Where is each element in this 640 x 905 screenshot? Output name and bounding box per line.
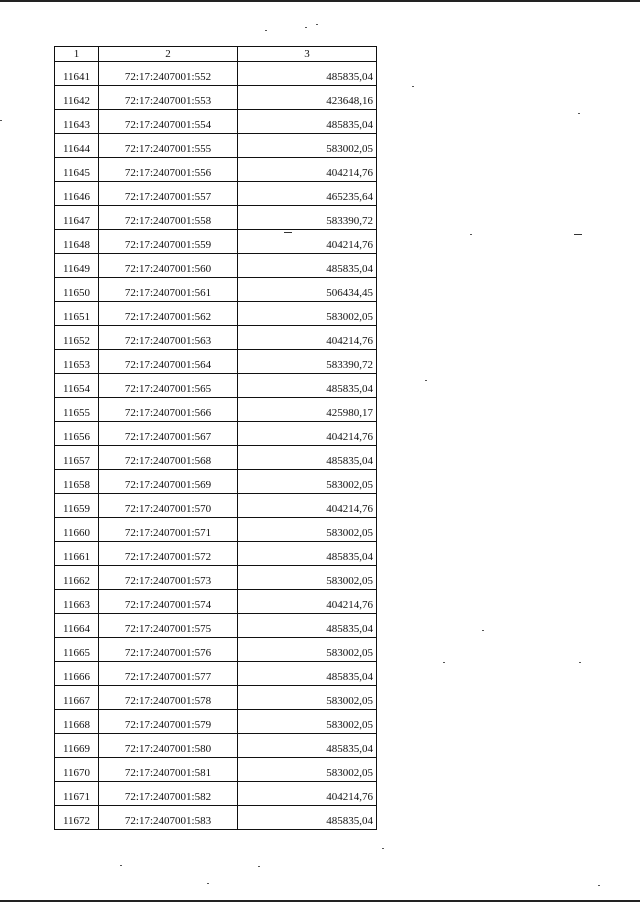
scan-speck	[305, 27, 307, 28]
cadastral-value-cell: 485835,04	[238, 662, 377, 686]
row-number-cell: 11649	[55, 254, 99, 278]
row-number-cell: 11642	[55, 86, 99, 110]
table-row	[55, 710, 377, 734]
cadastral-number-cell: 72:17:2407001:573	[99, 566, 238, 590]
row-number-cell: 11668	[55, 710, 99, 734]
cadastral-value-cell: 404214,76	[238, 782, 377, 806]
row-number-cell: 11659	[55, 494, 99, 518]
column-header-cadastral: 2	[99, 47, 238, 62]
scan-speck	[470, 234, 472, 235]
cadastral-value-cell: 404214,76	[238, 590, 377, 614]
table-row	[55, 182, 377, 206]
row-number-cell: 11665	[55, 638, 99, 662]
cadastral-number-cell: 72:17:2407001:556	[99, 158, 238, 182]
cadastral-number-cell: 72:17:2407001:561	[99, 278, 238, 302]
row-number-cell: 11671	[55, 782, 99, 806]
cadastral-value-cell: 583002,05	[238, 470, 377, 494]
cadastral-number-cell: 72:17:2407001:571	[99, 518, 238, 542]
cadastral-value-cell: 583002,05	[238, 758, 377, 782]
scan-speck	[0, 120, 2, 121]
cadastral-value-cell: 465235,64	[238, 182, 377, 206]
table-row	[55, 494, 377, 518]
scan-speck	[425, 380, 427, 381]
row-number-cell: 11666	[55, 662, 99, 686]
table-row	[55, 278, 377, 302]
page-top-edge	[0, 0, 640, 2]
cadastral-number-cell: 72:17:2407001:564	[99, 350, 238, 374]
table-row	[55, 662, 377, 686]
row-number-cell: 11662	[55, 566, 99, 590]
cadastral-value-cell: 583002,05	[238, 638, 377, 662]
row-number-cell: 11656	[55, 422, 99, 446]
scan-speck	[443, 662, 445, 663]
table-row	[55, 110, 377, 134]
cadastral-number-cell: 72:17:2407001:562	[99, 302, 238, 326]
cadastral-number-cell: 72:17:2407001:567	[99, 422, 238, 446]
table-row	[55, 806, 377, 830]
row-number-cell: 11667	[55, 686, 99, 710]
cadastral-number-cell: 72:17:2407001:554	[99, 110, 238, 134]
cadastral-value-cell: 583002,05	[238, 518, 377, 542]
table-row	[55, 302, 377, 326]
table-row	[55, 782, 377, 806]
cadastral-number-cell: 72:17:2407001:579	[99, 710, 238, 734]
table-row	[55, 422, 377, 446]
cadastral-number-cell: 72:17:2407001:578	[99, 686, 238, 710]
cadastral-value-cell: 485835,04	[238, 806, 377, 830]
cadastral-value-cell: 583002,05	[238, 710, 377, 734]
table-row	[55, 86, 377, 110]
cadastral-number-cell: 72:17:2407001:575	[99, 614, 238, 638]
row-number-cell: 11641	[55, 62, 99, 86]
cadastral-value-cell: 404214,76	[238, 494, 377, 518]
table-row	[55, 230, 377, 254]
cadastral-value-cell: 583002,05	[238, 302, 377, 326]
scan-speck	[316, 24, 318, 25]
row-number-cell: 11657	[55, 446, 99, 470]
scan-speck	[382, 848, 384, 849]
cadastral-value-cell: 485835,04	[238, 446, 377, 470]
row-number-cell: 11670	[55, 758, 99, 782]
cadastral-value-cell: 485835,04	[238, 734, 377, 758]
table-row	[55, 566, 377, 590]
cadastral-value-cell: 485835,04	[238, 374, 377, 398]
scan-speck	[120, 865, 122, 866]
cadastral-number-cell: 72:17:2407001:560	[99, 254, 238, 278]
cadastral-number-cell: 72:17:2407001:555	[99, 134, 238, 158]
cadastral-number-cell: 72:17:2407001:574	[99, 590, 238, 614]
cadastral-value-cell: 583002,05	[238, 566, 377, 590]
row-number-cell: 11660	[55, 518, 99, 542]
row-number-cell: 11643	[55, 110, 99, 134]
table-row	[55, 134, 377, 158]
table-row	[55, 614, 377, 638]
column-header-value: 3	[238, 47, 377, 62]
row-number-cell: 11654	[55, 374, 99, 398]
row-number-cell: 11652	[55, 326, 99, 350]
table-row	[55, 446, 377, 470]
cadastral-value-cell: 485835,04	[238, 614, 377, 638]
scan-speck	[412, 86, 414, 87]
row-number-cell: 11650	[55, 278, 99, 302]
cadastral-value-cell: 404214,76	[238, 422, 377, 446]
table-row	[55, 590, 377, 614]
cadastral-number-cell: 72:17:2407001:581	[99, 758, 238, 782]
scan-speck	[598, 885, 600, 886]
cadastral-number-cell: 72:17:2407001:565	[99, 374, 238, 398]
table-row	[55, 470, 377, 494]
cadastral-value-cell: 583002,05	[238, 134, 377, 158]
row-number-cell: 11672	[55, 806, 99, 830]
row-number-cell: 11644	[55, 134, 99, 158]
cadastral-value-cell: 583390,72	[238, 350, 377, 374]
table-row	[55, 374, 377, 398]
scan-speck	[258, 866, 260, 867]
table-row	[55, 734, 377, 758]
cadastral-number-cell: 72:17:2407001:582	[99, 782, 238, 806]
cadastral-value-cell: 485835,04	[238, 542, 377, 566]
cadastral-number-cell: 72:17:2407001:558	[99, 206, 238, 230]
row-number-cell: 11669	[55, 734, 99, 758]
cadastral-number-cell: 72:17:2407001:580	[99, 734, 238, 758]
scan-speck	[578, 113, 580, 114]
cadastral-number-cell: 72:17:2407001:572	[99, 542, 238, 566]
cadastral-value-cell: 583002,05	[238, 686, 377, 710]
cadastral-value-cell: 583390,72	[238, 206, 377, 230]
cadastral-value-cell: 423648,16	[238, 86, 377, 110]
cadastral-value-cell: 404214,76	[238, 326, 377, 350]
table-row	[55, 686, 377, 710]
table-body	[55, 62, 377, 830]
cadastral-value-cell: 404214,76	[238, 230, 377, 254]
table-row	[55, 326, 377, 350]
table-row	[55, 158, 377, 182]
cadastral-value-cell: 404214,76	[238, 158, 377, 182]
row-number-cell: 11664	[55, 614, 99, 638]
cadastral-number-cell: 72:17:2407001:563	[99, 326, 238, 350]
row-number-cell: 11658	[55, 470, 99, 494]
cadastral-number-cell: 72:17:2407001:557	[99, 182, 238, 206]
table-row	[55, 518, 377, 542]
row-number-cell: 11655	[55, 398, 99, 422]
table-row	[55, 254, 377, 278]
table-row	[55, 638, 377, 662]
row-number-cell: 11653	[55, 350, 99, 374]
row-number-cell: 11661	[55, 542, 99, 566]
cadastral-number-cell: 72:17:2407001:570	[99, 494, 238, 518]
cadastral-number-cell: 72:17:2407001:569	[99, 470, 238, 494]
row-number-cell: 11651	[55, 302, 99, 326]
row-number-cell: 11663	[55, 590, 99, 614]
table-row	[55, 350, 377, 374]
scan-speck	[574, 234, 582, 235]
cadastral-number-cell: 72:17:2407001:568	[99, 446, 238, 470]
cadastral-number-cell: 72:17:2407001:583	[99, 806, 238, 830]
table-row	[55, 398, 377, 422]
scan-speck	[482, 630, 484, 631]
row-number-cell: 11647	[55, 206, 99, 230]
cadastral-value-cell: 506434,45	[238, 278, 377, 302]
scan-speck	[579, 662, 581, 663]
cadastral-number-cell: 72:17:2407001:566	[99, 398, 238, 422]
cadastral-number-cell: 72:17:2407001:559	[99, 230, 238, 254]
cadastral-number-cell: 72:17:2407001:553	[99, 86, 238, 110]
scan-speck	[265, 30, 267, 31]
scan-speck	[207, 883, 209, 884]
row-number-cell: 11645	[55, 158, 99, 182]
row-number-cell: 11648	[55, 230, 99, 254]
cadastral-value-cell: 485835,04	[238, 110, 377, 134]
cadastral-number-cell: 72:17:2407001:552	[99, 62, 238, 86]
table-row	[55, 758, 377, 782]
cadastral-value-cell: 485835,04	[238, 254, 377, 278]
table-header-row	[55, 47, 377, 62]
table-row	[55, 542, 377, 566]
table-row	[55, 62, 377, 86]
cadastral-value-table	[54, 46, 377, 830]
column-header-number: 1	[55, 47, 99, 62]
cadastral-number-cell: 72:17:2407001:577	[99, 662, 238, 686]
page-bottom-edge	[0, 900, 640, 902]
table-row	[55, 206, 377, 230]
cadastral-number-cell: 72:17:2407001:576	[99, 638, 238, 662]
cadastral-value-cell: 485835,04	[238, 62, 377, 86]
row-number-cell: 11646	[55, 182, 99, 206]
cadastral-value-cell: 425980,17	[238, 398, 377, 422]
